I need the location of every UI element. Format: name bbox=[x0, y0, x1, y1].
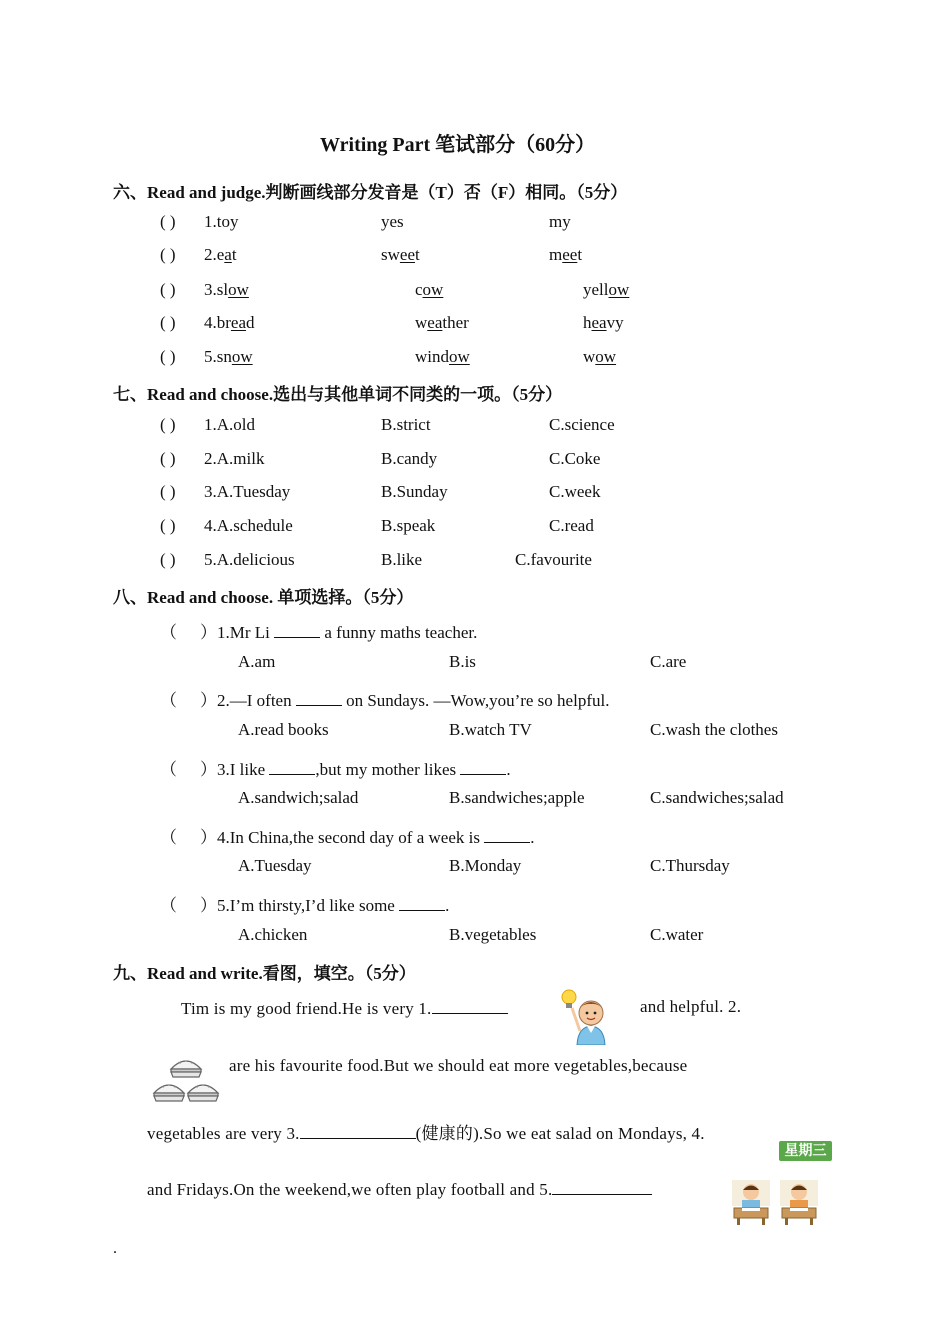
page-title: Writing Part 笔试部分（60分） bbox=[320, 134, 596, 156]
question-3: （ ）3.I like ,but my mother likes . bbox=[160, 760, 511, 779]
answer-blank[interactable] bbox=[399, 894, 445, 911]
answer-bracket[interactable]: ( ) bbox=[160, 516, 176, 535]
option-b: B.Monday bbox=[449, 856, 522, 875]
option-c: C.sandwiches;salad bbox=[650, 788, 784, 807]
item-word-a: 4.bread bbox=[204, 313, 255, 332]
item-word-b: sweet bbox=[381, 245, 420, 264]
option-c: C.science bbox=[549, 415, 615, 434]
passage-line-1: Tim is my good friend.He is very 1. bbox=[181, 997, 508, 1019]
option-c: C.wash the clothes bbox=[650, 720, 778, 739]
option-a: A.read books bbox=[238, 720, 329, 739]
option-c: C.favourite bbox=[515, 550, 592, 569]
item-word-a: 3.slow bbox=[204, 280, 249, 299]
section-6-heading: 六、Read and judge.判断画线部分发音是（T）否（F）相同。（5分） bbox=[113, 183, 628, 202]
blank-1[interactable] bbox=[432, 997, 508, 1014]
option-a: A.Tuesday bbox=[238, 856, 312, 875]
option-b: B.vegetables bbox=[449, 925, 537, 944]
item-word-b: cow bbox=[415, 280, 444, 299]
option-b: B.Sunday bbox=[381, 482, 448, 501]
question-2: （ ）2.—I often on Sundays. —Wow,you’re so helpful. bbox=[160, 691, 610, 710]
blank-5[interactable] bbox=[552, 1178, 652, 1195]
option-c: C.week bbox=[549, 482, 601, 501]
item-word-c: wow bbox=[583, 347, 617, 366]
item-word-b: yes bbox=[381, 212, 404, 231]
option-b: B.strict bbox=[381, 415, 431, 434]
item-word-b: weather bbox=[415, 313, 469, 332]
option-a: A.sandwich;salad bbox=[238, 788, 359, 807]
question-4: （ ）4.In China,the second day of a week is . bbox=[160, 828, 535, 847]
answer-blank[interactable] bbox=[460, 758, 506, 775]
option-a: 1.A.old bbox=[204, 415, 255, 434]
answer-bracket[interactable]: ( ) bbox=[160, 212, 176, 231]
answer-bracket[interactable]: ( ) bbox=[160, 449, 176, 468]
answer-bracket[interactable]: ( ) bbox=[160, 347, 176, 366]
footer-mark: . bbox=[113, 1240, 117, 1257]
answer-blank[interactable] bbox=[269, 758, 315, 775]
option-c: C.Coke bbox=[549, 449, 601, 468]
answer-bracket[interactable]: ( ) bbox=[160, 550, 176, 569]
option-b: B.is bbox=[449, 652, 476, 671]
wednesday-badge: 星期三 bbox=[779, 1141, 832, 1161]
answer-bracket[interactable]: ( ) bbox=[160, 245, 176, 264]
answer-bracket[interactable]: ( ) bbox=[160, 280, 176, 299]
question-5: （ ）5.I’m thirsty,I’d like some . bbox=[160, 896, 450, 915]
option-b: B.candy bbox=[381, 449, 438, 468]
passage-line-3: vegetables are very 3. (健康的).So we eat salad on Mondays, 4. bbox=[147, 1124, 705, 1143]
blank-3[interactable] bbox=[300, 1122, 416, 1139]
option-a: 3.A.Tuesday bbox=[204, 482, 291, 501]
section-9-heading: 九、Read and write.看图，填空。（5分） bbox=[113, 964, 416, 983]
section-8-heading: 八、Read and choose. 单项选择。（5分） bbox=[113, 588, 414, 607]
answer-bracket[interactable]: ( ) bbox=[160, 415, 176, 434]
studying-boy-picture bbox=[730, 1178, 772, 1226]
passage-line-2: are his favourite food.But we should eat more vegetables,because bbox=[229, 1056, 688, 1075]
answer-bracket[interactable]: ( ) bbox=[160, 482, 176, 501]
option-a: 4.A.schedule bbox=[204, 516, 293, 535]
studying-girl-picture bbox=[778, 1178, 820, 1226]
passage-line-1b: and helpful. 2. bbox=[640, 997, 742, 1016]
option-a: 2.A.milk bbox=[204, 449, 265, 468]
item-word-a: 1.toy bbox=[204, 212, 239, 231]
question-1: （ ）1.Mr Li a funny maths teacher. bbox=[160, 623, 478, 642]
item-word-b: window bbox=[415, 347, 470, 366]
item-word-c: heavy bbox=[583, 313, 624, 332]
option-b: B.speak bbox=[381, 516, 436, 535]
answer-blank[interactable] bbox=[296, 689, 342, 706]
item-word-c: meet bbox=[549, 245, 583, 264]
option-c: C.Thursday bbox=[650, 856, 730, 875]
option-a: A.am bbox=[238, 652, 276, 671]
section-7-heading: 七、Read and choose.选出与其他单词不同类的一项。（5分） bbox=[113, 385, 563, 404]
option-c: C.water bbox=[650, 925, 704, 944]
item-word-c: yellow bbox=[583, 280, 630, 299]
option-b: B.watch TV bbox=[449, 720, 532, 739]
passage-line-4: and Fridays.On the weekend,we often play football and 5. bbox=[147, 1178, 652, 1200]
answer-bracket[interactable]: ( ) bbox=[160, 313, 176, 332]
option-c: C.are bbox=[650, 652, 687, 671]
option-b: B.sandwiches;apple bbox=[449, 788, 585, 807]
answer-blank[interactable] bbox=[484, 826, 530, 843]
item-word-a: 5.snow bbox=[204, 347, 253, 366]
item-word-c: my bbox=[549, 212, 571, 231]
answer-blank[interactable] bbox=[274, 621, 320, 638]
hamburgers-picture bbox=[150, 1055, 225, 1110]
clever-boy-picture bbox=[560, 987, 610, 1045]
option-a: A.chicken bbox=[238, 925, 308, 944]
option-a: 5.A.delicious bbox=[204, 550, 295, 569]
option-b: B.like bbox=[381, 550, 423, 569]
option-c: C.read bbox=[549, 516, 594, 535]
item-word-a: 2.eat bbox=[204, 245, 237, 264]
